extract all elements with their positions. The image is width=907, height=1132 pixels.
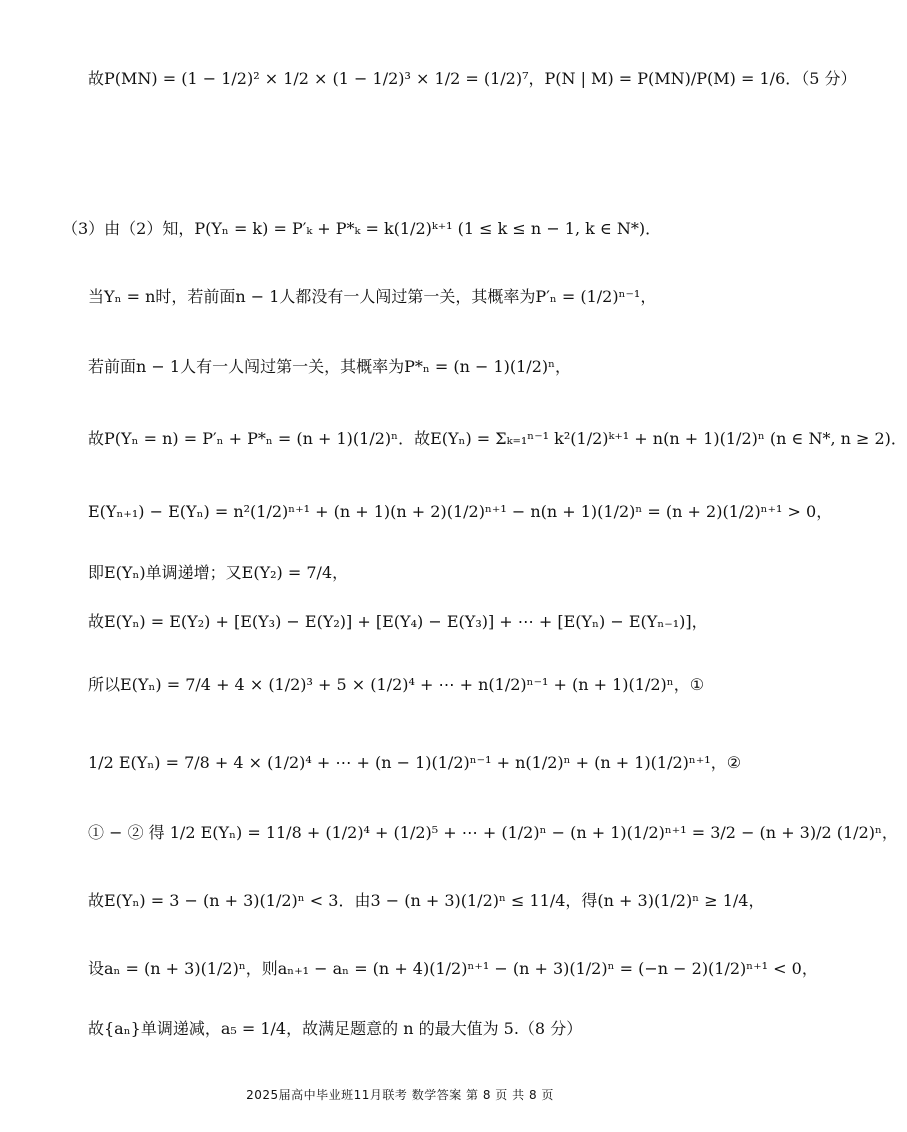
conclusion-line: 故{aₙ}单调递减，a₅ = 1/4，故满足题意的 n 的最大值为 5.（8 分） [88, 1019, 583, 1038]
part3-intro-line: （3）由（2）知，P(Yₙ = k) = P′ₖ + P*ₖ = k(1/2)ᵏ⁺¹ (1 ≤ k ≤ n − 1, k ∈ N*)． [62, 219, 662, 238]
equation-two-line: 1/2 E(Yₙ) = 7/8 + 4 × (1/2)⁴ + ⋯ + (n − 1)(1/2)ⁿ⁻¹ + n(1/2)ⁿ + (n + 1)(1/2)ⁿ⁺¹，② [88, 753, 742, 772]
case-none-pass-line: 当Yₙ = n时，若前面n − 1人都没有一人闯过第一关，其概率为P′ₙ = (1/2)ⁿ⁻¹， [88, 287, 657, 306]
case-one-pass-line: 若前面n − 1人有一人闯过第一关，其概率为P*ₙ = (n − 1)(1/2)ⁿ， [88, 357, 572, 376]
expectation-formula-line: 故P(Yₙ = n) = P′ₙ + P*ₙ = (n + 1)(1/2)ⁿ．故E(Yₙ) = Σₖ₌₁ⁿ⁻¹ k²(1/2)ᵏ⁺¹ + n(n + 1)(1/2)ⁿ (n ∈ N*, n ≥ 2)． [88, 429, 907, 448]
telescoping-sum-line: 故E(Yₙ) = E(Y₂) + [E(Y₃) − E(Y₂)] + [E(Y₄) − E(Y₃)] + ⋯ + [E(Yₙ) − E(Yₙ₋₁)]， [88, 612, 708, 631]
inequality-line: 故E(Yₙ) = 3 − (n + 3)(1/2)ⁿ < 3．由3 − (n + 3)(1/2)ⁿ ≤ 11/4，得(n + 3)(1/2)ⁿ ≥ 1/4， [88, 891, 765, 910]
monotonic-line: 即E(Yₙ)单调递增；又E(Y₂) = 7/4， [88, 563, 349, 582]
equation-one-line: 所以E(Yₙ) = 7/4 + 4 × (1/2)³ + 5 × (1/2)⁴ + ⋯ + n(1/2)ⁿ⁻¹ + (n + 1)(1/2)ⁿ，① [88, 675, 705, 694]
subtraction-line: ① − ② 得 1/2 E(Yₙ) = 11/8 + (1/2)⁴ + (1/2)⁵ + ⋯ + (1/2)ⁿ − (n + 1)(1/2)ⁿ⁺¹ = 3/2 − (n + 3)/2 (1/2)ⁿ， [88, 823, 898, 842]
part2-probability-line: 故P(MN) = (1 − 1/2)² × 1/2 × (1 − 1/2)³ × 1/2 = (1/2)⁷，P(N | M) = P(MN)/P(M) = 1/6．（5 分） [88, 69, 857, 88]
sequence-line: 设aₙ = (n + 3)(1/2)ⁿ，则aₙ₊₁ − aₙ = (n + 4)(1/2)ⁿ⁺¹ − (n + 3)(1/2)ⁿ = (−n − 2)(1/2)ⁿ⁺¹ < 0， [88, 959, 818, 978]
expectation-difference-line: E(Yₙ₊₁) − E(Yₙ) = n²(1/2)ⁿ⁺¹ + (n + 1)(n + 2)(1/2)ⁿ⁺¹ − n(n + 1)(1/2)ⁿ = (n + 2)(1/2)ⁿ⁺¹ > 0， [88, 502, 833, 521]
page-footer: 2025届高中毕业班11月联考 数学答案 第 8 页 共 8 页 [246, 1088, 554, 1102]
